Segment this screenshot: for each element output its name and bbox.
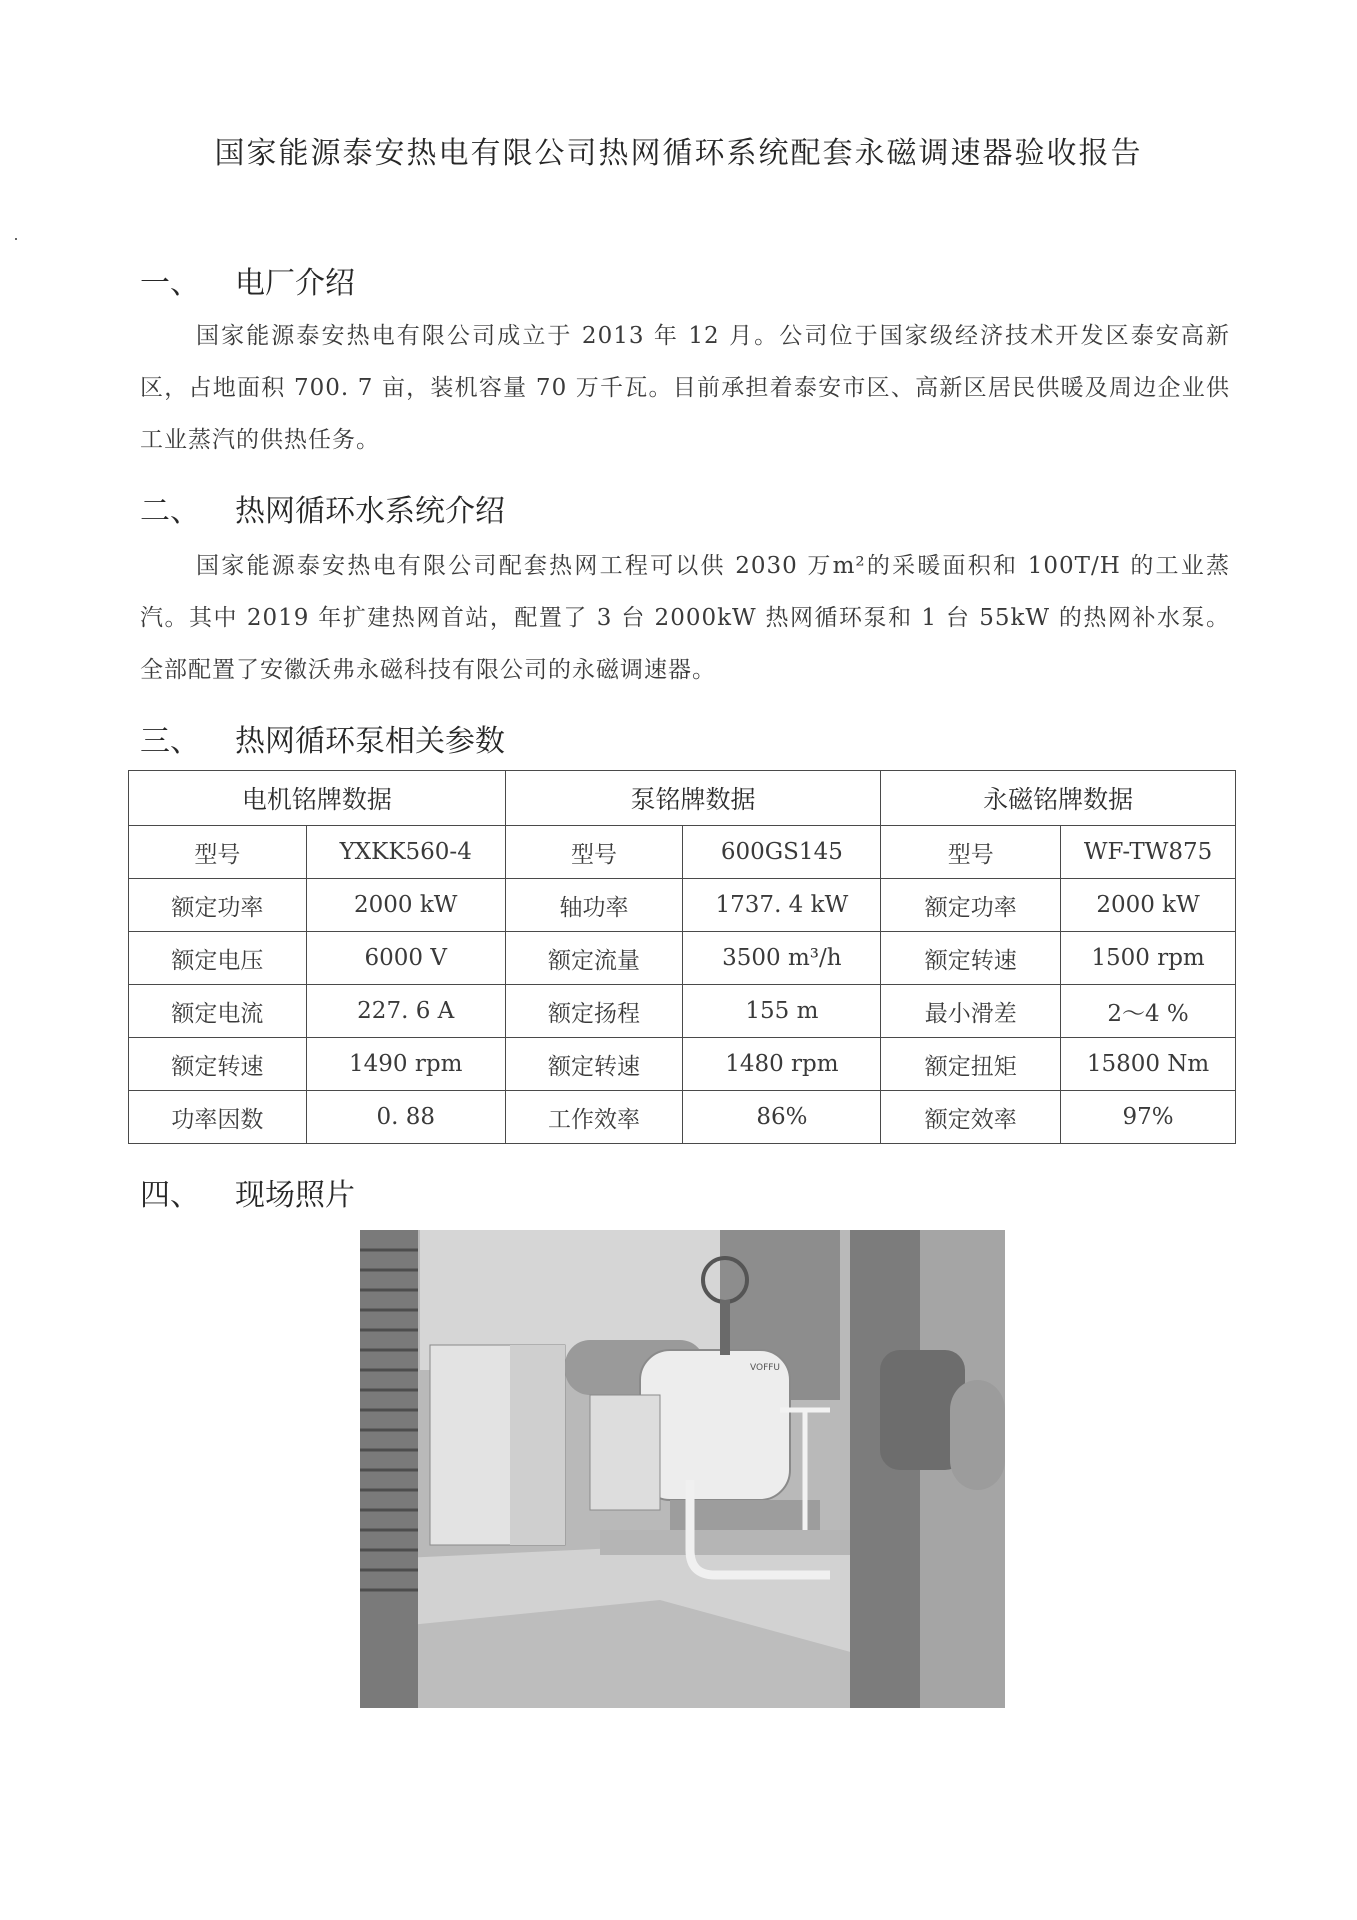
section-title: 热网循环泵相关参数 <box>235 724 505 759</box>
section-heading-3 <box>140 716 505 760</box>
section-number: 一、 <box>140 266 200 301</box>
table-row <box>129 1038 1236 1091</box>
section-title: 现场照片 <box>235 1178 355 1213</box>
table-cell: 2000 kW <box>306 879 505 932</box>
site-photo <box>360 1230 1005 1708</box>
table-row <box>129 985 1236 1038</box>
table-cell: 额定转速 <box>881 932 1061 985</box>
table-cell: 型号 <box>505 826 683 879</box>
section-title: 热网循环水系统介绍 <box>235 494 505 529</box>
table-cell: 工作效率 <box>505 1091 683 1144</box>
table-cell: 额定功率 <box>881 879 1061 932</box>
section-paragraph-2: 国家能源泰安热电有限公司配套热网工程可以供 2030 万m²的采暖面积和 100T/H 的工业蒸汽。其中 2019 年扩建热网首站，配置了 3 台 2000kW 热网循环泵和 1 台 55kW 的热网补水泵。全部配置了安徽沃弗永磁科技有限公司的永磁调速器。 <box>140 553 1230 683</box>
table-cell: 额定扬程 <box>505 985 683 1038</box>
section-heading-4 <box>140 1170 355 1214</box>
table-header-motor: 电机铭牌数据 <box>129 771 506 826</box>
section-paragraph-1: 国家能源泰安热电有限公司成立于 2013 年 12 月。公司位于国家级经济技术开发区泰安高新区，占地面积 700. 7 亩，装机容量 70 万千瓦。目前承担着泰安市区、高新区居民供暖及周边企业供工业蒸汽的供热任务。 <box>140 323 1230 453</box>
table-cell: 2000 kW <box>1061 879 1236 932</box>
section-heading-1 <box>140 258 355 302</box>
table-cell: 1480 rpm <box>683 1038 881 1091</box>
table-cell: 15800 Nm <box>1061 1038 1236 1091</box>
document-title: 国家能源泰安热电有限公司热网循环系统配套永磁调速器验收报告 <box>214 136 1143 171</box>
table-header-magnet: 永磁铭牌数据 <box>881 771 1236 826</box>
table-cell: 额定效率 <box>881 1091 1061 1144</box>
table-cell: WF-TW875 <box>1061 826 1236 879</box>
table-cell: 额定转速 <box>505 1038 683 1091</box>
table-cell: 0. 88 <box>306 1091 505 1144</box>
section-heading-2 <box>140 486 505 530</box>
table-cell: 97% <box>1061 1091 1236 1144</box>
equipment-brand-label: VOFFU <box>750 1363 781 1373</box>
pump-parameters-table <box>128 770 1236 1144</box>
table-cell: 轴功率 <box>505 879 683 932</box>
table-cell: 功率因数 <box>129 1091 307 1144</box>
table-cell: 155 m <box>683 985 881 1038</box>
table-cell: YXKK560-4 <box>306 826 505 879</box>
table-cell: 2～4 % <box>1061 985 1236 1038</box>
table-cell: 227. 6 A <box>306 985 505 1038</box>
table-cell: 型号 <box>129 826 307 879</box>
table-cell: 额定功率 <box>129 879 307 932</box>
scan-speck <box>15 238 17 240</box>
table-cell: 额定电压 <box>129 932 307 985</box>
table-row <box>129 932 1236 985</box>
table-cell: 600GS145 <box>683 826 881 879</box>
table-cell: 1500 rpm <box>1061 932 1236 985</box>
section-number: 四、 <box>140 1178 200 1213</box>
table-cell: 1490 rpm <box>306 1038 505 1091</box>
table-cell: 3500 m³/h <box>683 932 881 985</box>
table-cell: 额定流量 <box>505 932 683 985</box>
table-cell: 额定电流 <box>129 985 307 1038</box>
table-cell: 6000 V <box>306 932 505 985</box>
table-cell: 最小滑差 <box>881 985 1061 1038</box>
section-number: 二、 <box>140 494 200 529</box>
table-cell: 型号 <box>881 826 1061 879</box>
table-cell: 1737. 4 kW <box>683 879 881 932</box>
table-cell: 额定扭矩 <box>881 1038 1061 1091</box>
section-title: 电厂介绍 <box>235 266 355 301</box>
table-row <box>129 1091 1236 1144</box>
table-row <box>129 879 1236 932</box>
table-row <box>129 826 1236 879</box>
section-number: 三、 <box>140 724 200 759</box>
table-cell: 额定转速 <box>129 1038 307 1091</box>
table-header-row <box>129 771 1236 826</box>
table-cell: 86% <box>683 1091 881 1144</box>
table-header-pump: 泵铭牌数据 <box>505 771 881 826</box>
